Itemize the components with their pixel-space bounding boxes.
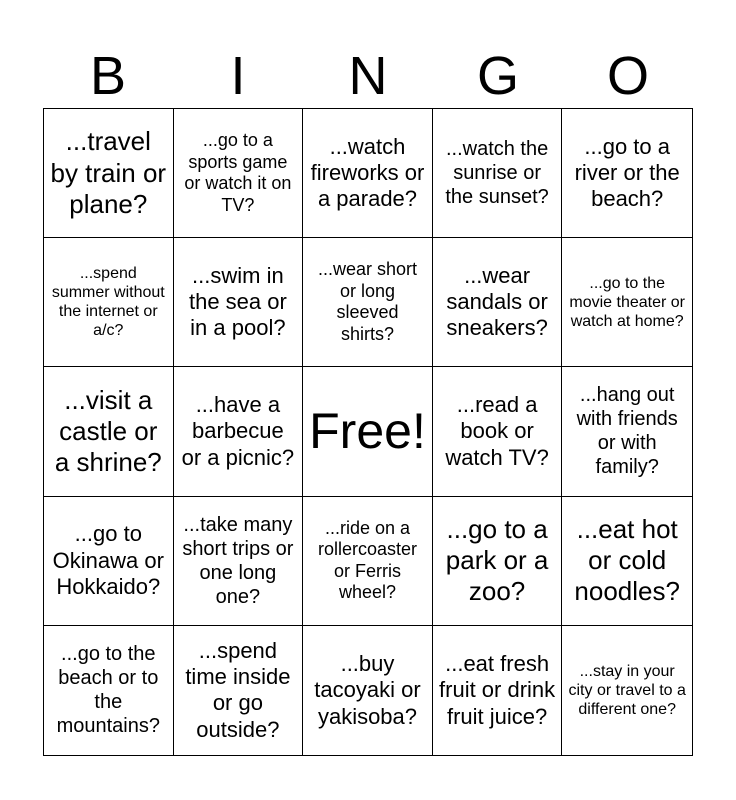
bingo-cell-text: ...ride on a rollercoaster or Ferris wheel? xyxy=(317,517,418,603)
bingo-cell-text: ...go to a sports game or watch it on TV? xyxy=(184,129,292,215)
bingo-cell[interactable] xyxy=(44,109,174,238)
header-letter-o: O xyxy=(606,46,649,106)
bingo-cell-text: ...watch fireworks or a parade? xyxy=(310,133,425,212)
bingo-header xyxy=(43,44,693,108)
bingo-cell-text: ...eat hot or cold noodles? xyxy=(574,513,680,607)
bingo-cell[interactable] xyxy=(174,109,304,238)
bingo-cell-text: ...go to a park or a zoo? xyxy=(445,513,549,607)
bingo-cell[interactable] xyxy=(562,367,692,496)
bingo-cell-text: ...stay in your city or travel to a different one? xyxy=(568,662,686,718)
bingo-cell[interactable] xyxy=(44,367,174,496)
bingo-cell-text: ...spend time inside or go outside? xyxy=(185,637,291,742)
bingo-cell-text: ...visit a castle or a shrine? xyxy=(54,384,162,478)
header-letter-n: N xyxy=(348,46,388,106)
bingo-cell[interactable] xyxy=(433,109,563,238)
bingo-cell[interactable] xyxy=(303,626,433,755)
header-letter-i: I xyxy=(230,46,246,106)
bingo-cell[interactable] xyxy=(433,626,563,755)
header-letter-b: B xyxy=(89,46,127,106)
bingo-cell[interactable] xyxy=(433,238,563,367)
bingo-cell[interactable] xyxy=(44,497,174,626)
bingo-cell-text: ...go to the movie theater or watch at home? xyxy=(569,274,685,330)
bingo-cell-text: ...take many short trips or one long one? xyxy=(182,513,294,608)
bingo-cell-text: ...wear sandals or sneakers? xyxy=(446,262,548,341)
free-space-text: Free! xyxy=(309,403,426,460)
bingo-cell[interactable] xyxy=(562,626,692,755)
bingo-cell-text: ...go to Okinawa or Hokkaido? xyxy=(52,521,164,599)
bingo-cell[interactable] xyxy=(303,238,433,367)
bingo-cell[interactable] xyxy=(562,109,692,238)
free-space-cell[interactable] xyxy=(303,367,433,496)
bingo-cell[interactable] xyxy=(174,497,304,626)
bingo-cell-text: ...wear short or long sleeved shirts? xyxy=(317,259,418,344)
bingo-board xyxy=(43,108,693,756)
header-letter-g: G xyxy=(476,46,519,106)
bingo-cell-text: ...go to the beach or to the mountains? xyxy=(56,643,160,738)
bingo-cell-text: ...spend summer without the internet or a/c? xyxy=(51,264,165,340)
bingo-cell-text: ...read a book or watch TV? xyxy=(445,391,549,470)
bingo-cell-text: ...eat fresh fruit or drink fruit juice? xyxy=(439,650,556,729)
bingo-cell[interactable] xyxy=(433,367,563,496)
bingo-cell[interactable] xyxy=(303,497,433,626)
bingo-cell[interactable] xyxy=(562,497,692,626)
bingo-cell-text: ...watch the sunrise or the sunset? xyxy=(445,138,549,209)
bingo-cell-text: ...have a barbecue or a picnic? xyxy=(181,391,295,470)
bingo-cell-text: ...swim in the sea or in a pool? xyxy=(188,262,287,341)
bingo-cell[interactable] xyxy=(44,626,174,755)
bingo-cell-text: ...hang out with friends or with family? xyxy=(576,384,678,479)
bingo-cell[interactable] xyxy=(433,497,563,626)
bingo-cell[interactable] xyxy=(174,626,304,755)
bingo-cell-text: ...go to a river or the beach? xyxy=(574,133,680,212)
bingo-cell[interactable] xyxy=(562,238,692,367)
bingo-cell[interactable] xyxy=(303,109,433,238)
bingo-cell[interactable] xyxy=(174,367,304,496)
bingo-cell-text: ...travel by train or plane? xyxy=(50,126,167,219)
bingo-cell[interactable] xyxy=(174,238,304,367)
bingo-cell[interactable] xyxy=(44,238,174,367)
bingo-cell-text: ...buy tacoyaki or yakisoba? xyxy=(314,650,421,729)
